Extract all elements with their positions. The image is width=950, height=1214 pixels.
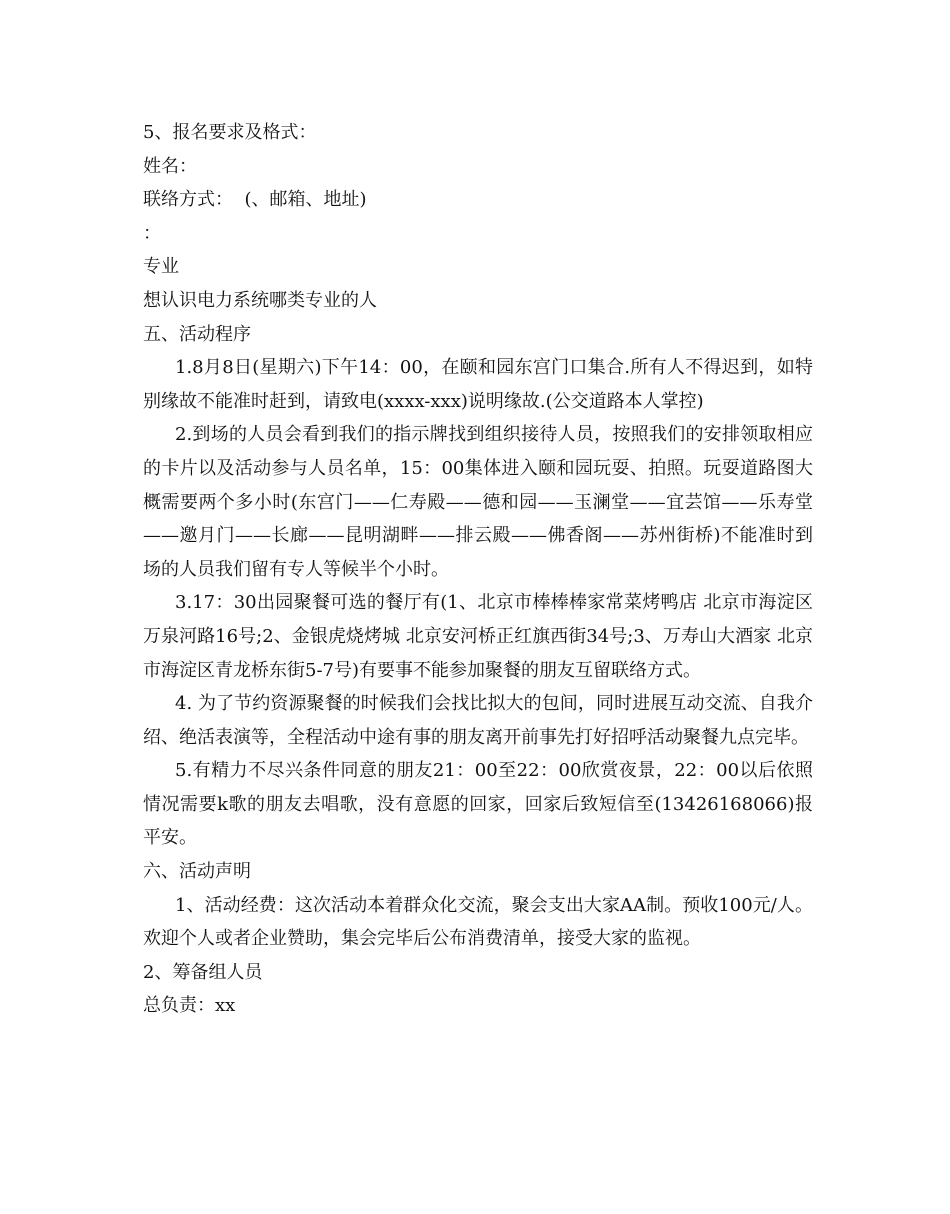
field-name-line: 姓名：: [143, 155, 197, 177]
field-contact-line: 联络方式： (、邮箱、地址): [143, 189, 367, 211]
field-blank-line: ：: [143, 222, 161, 244]
document-body: [143, 116, 813, 1023]
program-item-3: 3.17：30出园聚餐可选的餐厅有(1、北京市棒棒棒家常菜烤鸭店 北京市海淀区万泉河路16号;2、金银虎烧烤城 北京安河桥正红旗西街34号;3、万寿山大酒家 北京市海淀区青龙桥东街5-7号)有要事不能参加聚餐的朋友互留联络方式。: [143, 592, 813, 681]
heading-activity-program: 五、活动程序: [143, 323, 251, 345]
program-item-4: 4. 为了节约资源聚餐的时候我们会找比拟大的包间，同时进展互动交流、自我介绍、绝活表演等，全程活动中途有事的朋友离开前事先打好招呼活动聚餐九点完毕。: [143, 693, 813, 748]
staff-lead-line: 总负责：xx: [143, 995, 236, 1017]
program-item-2: 2.到场的人员会看到我们的指示牌找到组织接待人员，按照我们的安排领取相应的卡片以及活动参与人员名单，15：00集体进入颐和园玩耍、拍照。玩耍道路图大概需要两个多小时(东宫门——仁寿殿——德和园——玉澜堂——宜芸馆——乐寿堂——邀月门——长廊——昆明湖畔——排云殿——佛香阁——苏州街桥)不能准时到场的人员我们留有专人等候半个小时。: [143, 424, 813, 580]
heading-activity-statement: 六、活动声明: [143, 861, 251, 883]
program-item-5: 5.有精力不尽兴条件同意的朋友21：00至22：00欣赏夜景，22：00以后依照情况需要k歌的朋友去唱歌，没有意愿的回家，回家后致短信至(13426168066)报平安。: [143, 760, 813, 849]
statement-item-staff: 2、筹备组人员: [143, 961, 263, 983]
section-signup-format: 5、报名要求及格式：: [143, 122, 317, 143]
field-major-line: 专业: [143, 256, 179, 278]
statement-item-funding: 1、活动经费：这次活动本着群众化交流，聚会支出大家AA制。预收100元/人。欢迎个人或者企业赞助，集会完毕后公布消费清单，接受大家的监视。: [143, 894, 813, 950]
program-item-1: 1.8月8日(星期六)下午14：00，在颐和园东宫门口集合.所有人不得迟到，如特别缘故不能准时赶到，请致电(xxxx-xxx)说明缘故.(公交道路本人掌控): [143, 357, 813, 412]
field-interest-line: 想认识电力系统哪类专业的人: [143, 289, 377, 311]
